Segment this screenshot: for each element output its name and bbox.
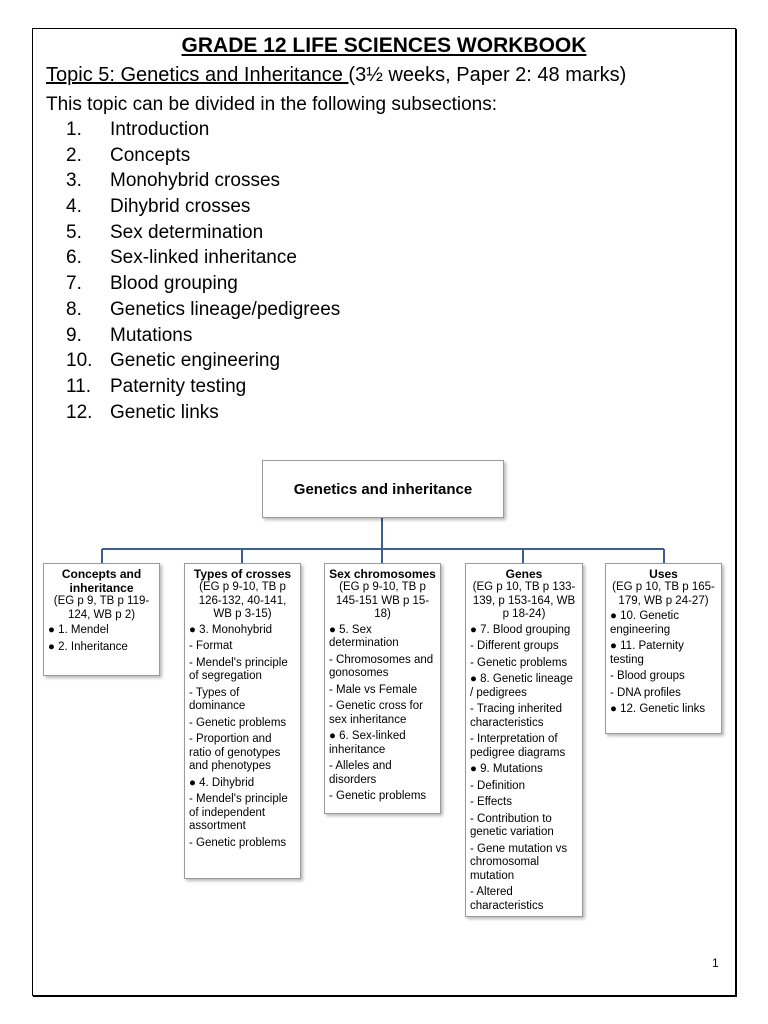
box-item: - Contribution to genetic variation — [470, 812, 554, 838]
box-items — [610, 610, 717, 717]
topic-name: Topic 5: Genetics and Inheritance — [46, 64, 349, 86]
box-item: - Types of dominance — [189, 686, 246, 712]
box-item: - Tracing inherited characteristics — [470, 703, 563, 729]
diagram-box-sex-chromosomes — [324, 563, 441, 814]
intro-text: This topic can be divided in the following subsections: — [46, 94, 497, 115]
box-title: Uses — [649, 567, 678, 581]
box-item: ● 2. Inheritance — [48, 640, 128, 653]
subsection-number: 7. — [66, 273, 82, 295]
box-item: ● 3. Monohybrid — [189, 623, 273, 636]
diagram-box-uses — [605, 563, 722, 734]
diagram-box-genes — [465, 563, 583, 917]
box-item: - Genetic cross for sex inheritance — [329, 700, 423, 726]
box-item: - Chromosomes and gonosomes — [329, 653, 434, 679]
box-item: - Blood groups — [610, 670, 685, 682]
subsection-label: Blood grouping — [110, 273, 238, 295]
box-item: - Mendel's principle of independent assortment — [189, 793, 288, 832]
subsection-number: 5. — [66, 221, 82, 243]
subsection-number: 10. — [66, 350, 93, 372]
box-item: - Genetic problems — [329, 790, 427, 802]
box-title: Concepts and inheritance — [61, 567, 142, 595]
box-item: ● 11. Paternity testing — [610, 640, 684, 666]
box-item: - Mendel's principle of segregation — [189, 656, 288, 682]
box-item: - Alleles and disorders — [329, 760, 392, 786]
box-reference: (EG p 9-10, TB p 145-151 WB p 15-18) — [335, 581, 430, 620]
box-item: - Altered characteristics — [470, 886, 544, 912]
box-item: - Definition — [470, 779, 525, 792]
box-item: - Different groups — [470, 640, 559, 652]
box-item: ● 6. Sex-linked inheritance — [329, 730, 406, 756]
subsection-label: Introduction — [110, 119, 210, 140]
subsection-label: Sex-linked inheritance — [110, 247, 297, 269]
subsection-number: 3. — [66, 170, 82, 192]
box-items — [329, 624, 436, 804]
box-items — [48, 624, 155, 654]
box-item: ● 9. Mutations — [470, 763, 543, 775]
box-title: Sex chromosomes — [329, 567, 436, 581]
diagram-box-crosses — [184, 563, 301, 879]
page-number: 1 — [712, 956, 719, 970]
subsection-number: 4. — [66, 196, 82, 218]
box-item: ● 12. Genetic links — [610, 703, 706, 715]
subsection-label: Paternity testing — [110, 375, 247, 397]
box-item: - Interpretation of pedigree diagrams — [470, 733, 566, 759]
box-item: - Male vs Female — [329, 683, 418, 696]
subsection-number: 1. — [66, 119, 82, 140]
box-item: - Effects — [470, 796, 512, 808]
subsection-label: Sex determination — [110, 221, 264, 243]
subsection-number: 6. — [66, 247, 82, 269]
box-items — [470, 624, 578, 914]
page-title: GRADE 12 LIFE SCIENCES WORKBOOK — [181, 34, 587, 57]
box-item: ● 4. Dihybrid — [189, 776, 255, 789]
subsection-label: Monohybrid crosses — [110, 170, 281, 192]
topic-duration: (3½ weeks, Paper 2: 48 marks) — [348, 64, 627, 86]
box-item: - Genetic problems — [470, 656, 568, 669]
box-item: - Genetic problems — [189, 836, 287, 849]
box-reference: (EG p 10, TB p 133-139, p 153-164, WB p 18-24) — [472, 581, 576, 620]
subsection-label: Dihybrid crosses — [110, 196, 251, 218]
subsection-number: 2. — [66, 144, 82, 166]
box-item: ● 7. Blood grouping — [470, 623, 571, 636]
box-item: ● 8. Genetic lineage / pedigrees — [470, 673, 573, 699]
box-item: - Proportion and ratio of genotypes and phenotypes — [189, 733, 281, 772]
box-reference: (EG p 10, TB p 165-179, WB p 24-27) — [612, 581, 715, 607]
box-items — [189, 624, 296, 851]
diagram-root: Genetics and inheritance — [262, 460, 504, 518]
subsection-label: Genetic links — [110, 401, 219, 423]
box-item: ● 1. Mendel — [48, 624, 109, 636]
box-item: - DNA profiles — [610, 686, 681, 699]
subsection-number: 12. — [66, 401, 93, 423]
box-title: Types of crosses — [193, 567, 292, 581]
subsection-number: 11. — [66, 375, 92, 397]
subsection-number: 9. — [66, 324, 82, 346]
box-item: - Gene mutation vs chromosomal mutation — [470, 842, 568, 882]
subsection-number: 8. — [66, 298, 82, 320]
box-title: Genes — [505, 567, 543, 581]
box-item: ● 10. Genetic engineering — [610, 610, 679, 636]
box-item: - Genetic problems — [189, 716, 287, 729]
diagram-box-concepts — [43, 563, 160, 676]
subsection-label: Concepts — [110, 144, 191, 166]
box-reference: (EG p 9-10, TB p 126-132, 40-141, WB p 3-15) — [198, 581, 287, 620]
box-item: ● 5. Sex determination — [329, 623, 399, 649]
box-item: - Format — [189, 640, 233, 652]
subsection-label: Mutations — [110, 324, 193, 346]
subsection-label: Genetics lineage/pedigrees — [110, 298, 341, 320]
box-reference: (EG p 9, TB p 119-124, WB p 2) — [53, 595, 150, 621]
subsection-label: Genetic engineering — [110, 350, 281, 372]
